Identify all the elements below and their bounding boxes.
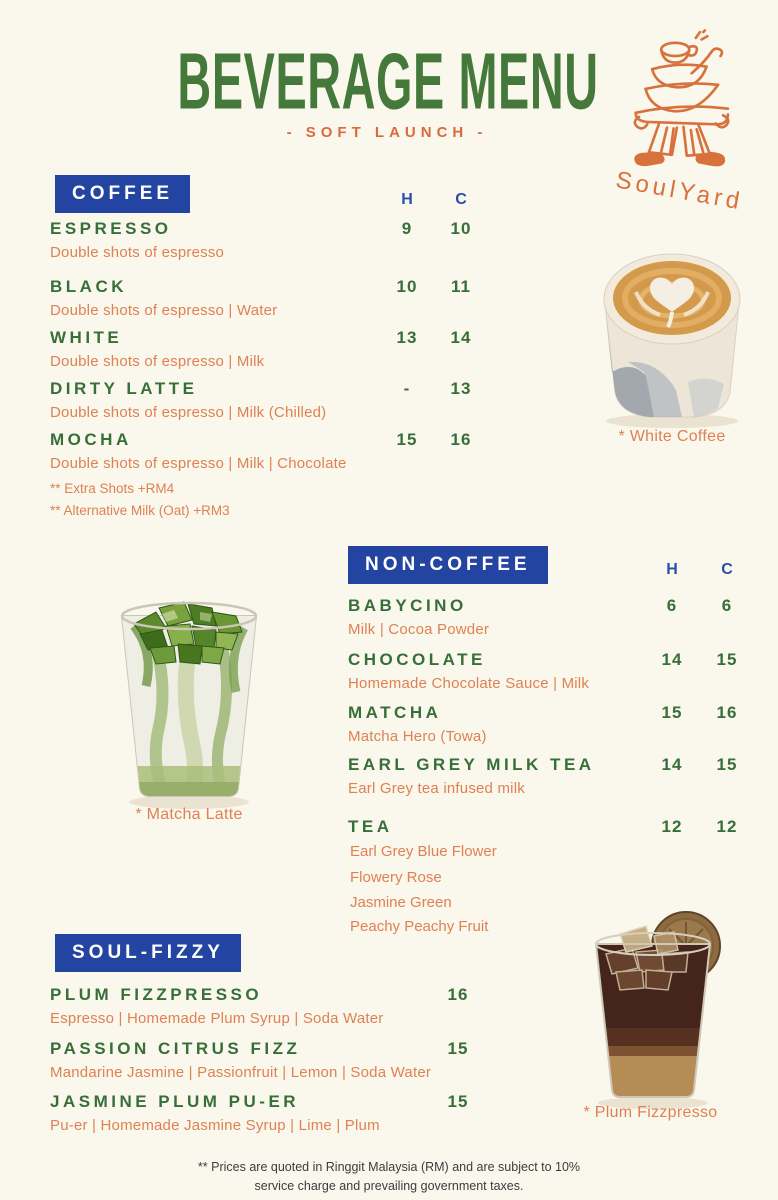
item-name: PASSION CITRUS FIZZ xyxy=(50,1039,301,1058)
caption-plum-fizzpresso: * Plum Fizzpresso xyxy=(583,1104,718,1121)
item-name: MATCHA xyxy=(348,703,442,722)
item-desc: Espresso | Homemade Plum Syrup | Soda Water xyxy=(50,1010,384,1027)
price-cold: 15 xyxy=(716,755,738,774)
matcha-latte-photo xyxy=(104,586,274,811)
section-badge-non-coffee: NON-COFFEE xyxy=(348,546,548,584)
menu-item-white xyxy=(50,328,390,370)
price-cold: 14 xyxy=(450,328,472,347)
menu-item-passion-citrus-fizz xyxy=(50,1039,450,1081)
item-desc: Earl Grey tea infused milk xyxy=(348,780,525,797)
item-name: MOCHA xyxy=(50,430,132,449)
item-name: WHITE xyxy=(50,328,123,347)
item-desc: Mandarine Jasmine | Passionfruit | Lemon | Soda Water xyxy=(50,1064,432,1081)
item-name: DIRTY LATTE xyxy=(50,379,198,398)
price-cold: 16 xyxy=(450,430,472,449)
item-name: JASMINE PLUM PU-ER xyxy=(50,1092,300,1111)
item-desc: Double shots of espresso | Milk xyxy=(50,353,265,370)
white-coffee-photo xyxy=(588,242,756,432)
brand-name: SoulYard xyxy=(613,166,746,216)
tea-flavour: Flowery Rose xyxy=(350,869,442,886)
menu-item-mocha xyxy=(50,430,390,472)
menu-item-espresso xyxy=(50,219,390,261)
item-name: PLUM FIZZPRESSO xyxy=(50,985,263,1004)
column-header-hot: H xyxy=(666,561,678,578)
note-alt-milk: ** Alternative Milk (Oat) +RM3 xyxy=(50,503,230,518)
tea-flavour: Earl Grey Blue Flower xyxy=(350,843,497,860)
column-header-cold: C xyxy=(455,191,467,208)
item-desc: Double shots of espresso | Water xyxy=(50,302,278,319)
price-hot: 15 xyxy=(661,703,683,722)
item-desc: Double shots of espresso | Milk | Chocolate xyxy=(50,455,347,472)
price-hot: 13 xyxy=(396,328,418,347)
price-hot: 9 xyxy=(401,219,413,238)
footer-line-2: service charge and prevailing government taxes. xyxy=(254,1179,524,1194)
tea-flavour: Jasmine Green xyxy=(350,894,452,911)
price-cold: 16 xyxy=(716,703,738,722)
price-hot: 10 xyxy=(396,277,418,296)
price-hot: 14 xyxy=(661,650,683,669)
column-header-cold: C xyxy=(721,561,733,578)
footer-line-1: ** Prices are quoted in Ringgit Malaysia (RM) and are subject to 10% xyxy=(197,1160,581,1174)
plum-fizzpresso-photo xyxy=(558,910,743,1110)
item-name: BLACK xyxy=(50,277,127,296)
price-cold: 15 xyxy=(716,650,738,669)
item-desc: Double shots of espresso | Milk (Chilled) xyxy=(50,404,327,421)
page-title: BEVERAGE MENU xyxy=(177,36,599,126)
price: 15 xyxy=(447,1039,469,1058)
price-hot: 12 xyxy=(661,817,683,836)
menu-item-black xyxy=(50,277,390,319)
page-subtitle: - SOFT LAUNCH - xyxy=(286,124,488,141)
item-name: CHOCOLATE xyxy=(348,650,486,669)
price-hot: 15 xyxy=(396,430,418,449)
price: 15 xyxy=(447,1092,469,1111)
price: 16 xyxy=(447,985,469,1004)
footer-disclaimer xyxy=(9,1158,769,1197)
menu-item-matcha xyxy=(348,703,648,745)
price-hot: 6 xyxy=(666,596,678,615)
menu-item-jasmine-plum-pu-er xyxy=(50,1092,440,1134)
price-cold: 11 xyxy=(451,277,471,296)
item-desc: Matcha Hero (Towa) xyxy=(348,728,487,745)
item-desc: Milk | Cocoa Powder xyxy=(348,621,490,638)
item-desc: Double shots of espresso xyxy=(50,244,225,261)
price-cold: 6 xyxy=(721,596,733,615)
caption-matcha-latte: * Matcha Latte xyxy=(135,806,243,823)
item-name: EARL GREY MILK TEA xyxy=(348,755,595,774)
price-cold: 13 xyxy=(450,379,472,398)
menu-item-earl-grey-milk-tea xyxy=(348,755,648,797)
section-badge-coffee: COFFEE xyxy=(55,175,190,213)
section-badge-soul-fizzy: SOUL-FIZZY xyxy=(55,934,241,972)
item-name: TEA xyxy=(348,817,393,836)
tea-flavour: Peachy Peachy Fruit xyxy=(350,918,489,935)
price-cold: 12 xyxy=(716,817,738,836)
price-hot: - xyxy=(403,379,411,398)
column-header-hot: H xyxy=(401,191,413,208)
item-name: ESPRESSO xyxy=(50,219,172,238)
caption-white-coffee: * White Coffee xyxy=(618,428,726,445)
menu-item-babycino xyxy=(348,596,648,638)
menu-item-plum-fizzpresso xyxy=(50,985,440,1027)
price-hot: 14 xyxy=(661,755,683,774)
item-desc: Homemade Chocolate Sauce | Milk xyxy=(348,675,590,692)
item-name: BABYCINO xyxy=(348,596,467,615)
note-extra-shots: ** Extra Shots +RM4 xyxy=(50,481,175,496)
price-cold: 10 xyxy=(450,219,472,238)
soulyard-mascot-icon xyxy=(600,28,762,168)
item-desc: Pu-er | Homemade Jasmine Syrup | Lime | Plum xyxy=(50,1117,380,1134)
menu-item-dirty-latte xyxy=(50,379,390,421)
menu-item-tea xyxy=(348,817,648,837)
menu-item-chocolate xyxy=(348,650,648,692)
